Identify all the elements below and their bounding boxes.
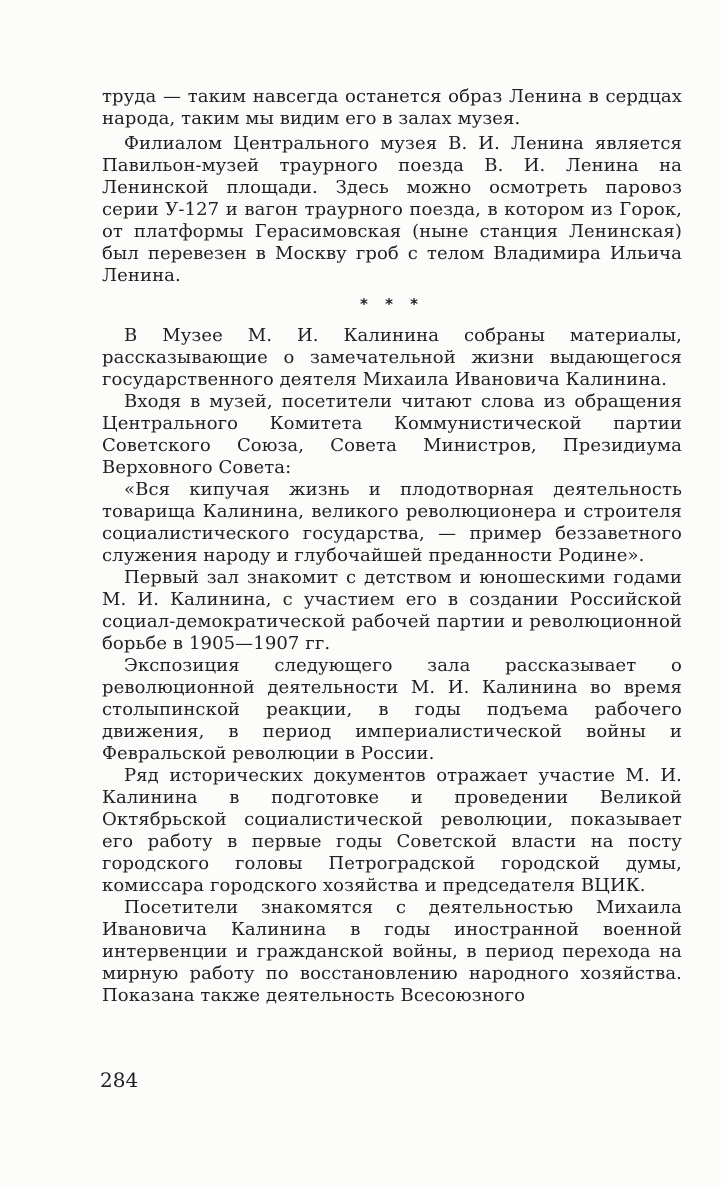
paragraph-visitors: Посетители знакомятся с деятельностью Михаила Ивановича Калинина в годы иностранной военной интервенции и гражданской войны, в период перехода на мирную работу по восстановлению народного хозяйства. Показана также деятельность Всесоюзного [102,897,682,1006]
paragraph-entrance: Входя в музей, посетители читают слова из обращения Центрального Комитета Коммунистической партии Советского Союза, Совета Министров, Президиума Верховного Совета: [102,391,682,478]
paragraph-continuation: труда — таким навсегда останется образ Ленина в сердцах народа, таким мы видим его в залах музея. [102,86,682,129]
paragraph-lenin-pavilion: Филиалом Центрального музея В. И. Ленина является Павильон-музей траурного поезда В. И. Ленина на Ленинской площади. Здесь можно осмотреть паровоз серии У-127 и вагон траурного поезда, в котором из Горок, от платформы Герасимовская (ныне станция Ленинская) был перевезен в Москву гроб с телом Владимира Ильича Ленина. [102,133,682,286]
paragraph-first-hall: Первый зал знакомит с детством и юношескими годами М. И. Калинина, с участием его в создании Российской социал-демократической рабочей партии и революционной борьбе в 1905—1907 гг. [102,567,682,654]
section-separator: * * * [360,295,424,313]
paragraph-quote: «Вся кипучая жизнь и плодотворная деятельность товарища Калинина, великого революционера и строителя социалистического государства, — пример беззаветного служения народу и глубочайшей преданности Родине». [102,479,682,566]
page-number: 284 [100,1068,139,1092]
paragraph-kalinin-museum: В Музее М. И. Калинина собраны материалы, рассказывающие о замечательной жизни выдающегося государственного деятеля Михаила Ивановича Калинина. [102,325,682,390]
paragraph-documents: Ряд исторических документов отражает участие М. И. Калинина в подготовке и проведении Великой Октябрьской социалистической революции, показывает его работу в первые годы Советской власти на посту городского головы Петроградской городской думы, комиссара городского хозяйства и председателя ВЦИК. [102,765,682,896]
body-text [102,86,682,1007]
paragraph-second-hall: Экспозиция следующего зала рассказывает о революционной деятельности М. И. Калинина во время столыпинской реакции, в годы подъема рабочего движения, в период империалистической войны и Февральской революции в России. [102,655,682,764]
